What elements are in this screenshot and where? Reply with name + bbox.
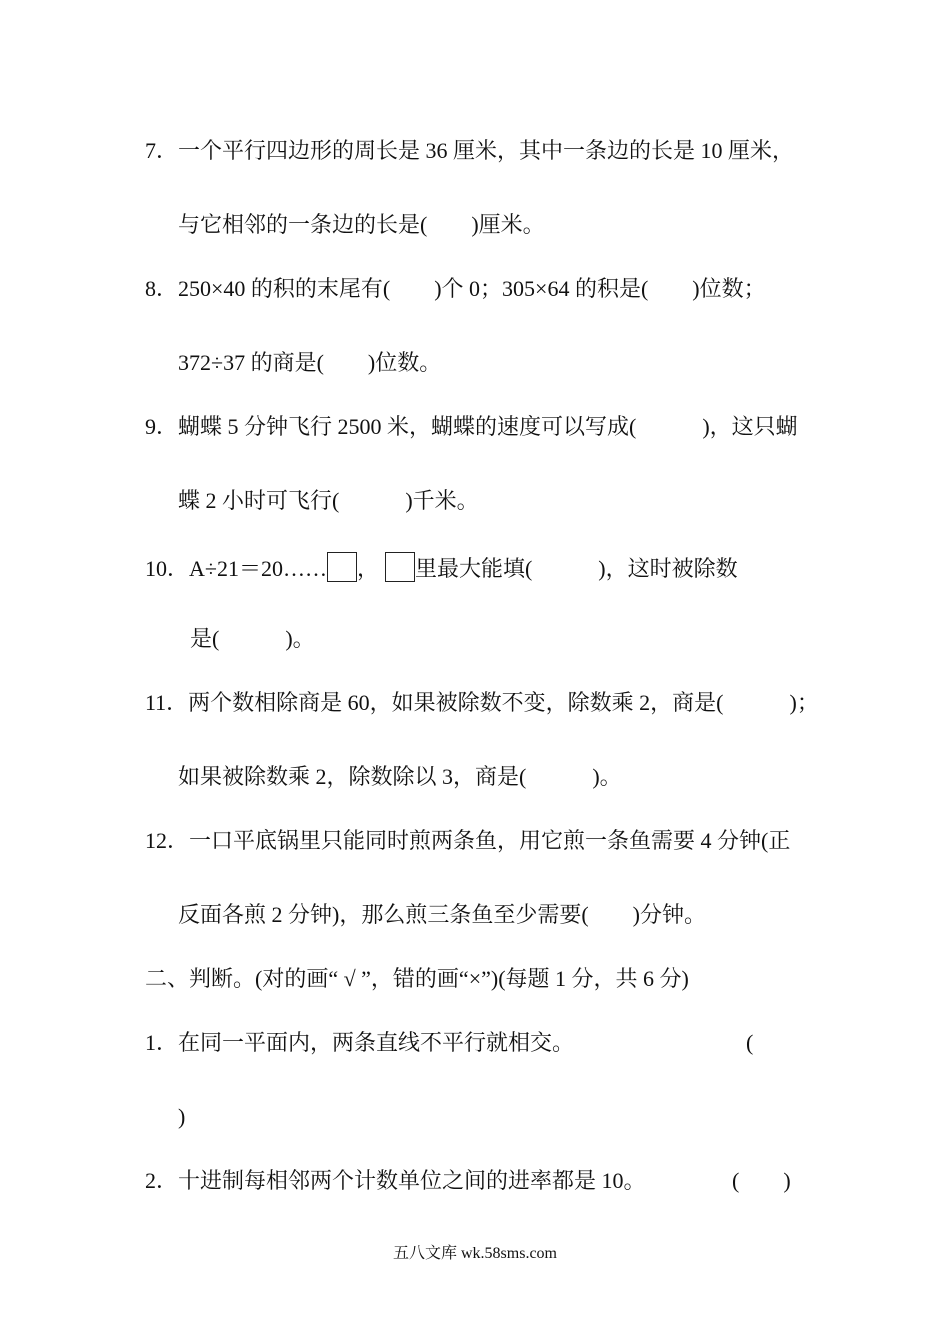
remainder-box-ref [385, 552, 415, 582]
j1-paren-open: ( [746, 1030, 754, 1055]
q11-line1: 11．两个数相除商是 60，如果被除数不变，除数乘 2，商是( )； [145, 690, 819, 715]
q11-line2: 如果被除数乘 2，除数除以 3，商是( )。 [178, 764, 622, 789]
q9-line1: 9．蝴蝶 5 分钟飞行 2500 米，蝴蝶的速度可以写成( )，这只蝴 [145, 414, 798, 439]
j2-paren: ( ) [732, 1168, 791, 1193]
q10-line2: 是( )。 [190, 626, 315, 651]
j2-text: 2．十进制每相邻两个计数单位之间的进率都是 10。 [145, 1168, 646, 1193]
q10-comma: ， [356, 556, 379, 581]
q8-line2: 372÷37 的商是( )位数。 [178, 350, 442, 375]
remainder-box [327, 552, 357, 582]
page-footer: 五八文库 wk.58sms.com [392, 1245, 557, 1262]
q7-line2: 与它相邻的一条边的长是( )厘米。 [178, 212, 545, 237]
section2-heading: 二、判断。(对的画“ √ ”，错的画“×”)(每题 1 分，共 6 分) [145, 966, 689, 991]
q7-line1: 7．一个平行四边形的周长是 36 厘米，其中一条边的长是 10 厘米， [145, 138, 795, 163]
q12-line2: 反面各煎 2 分钟)，那么煎三条鱼至少需要( )分钟。 [178, 902, 706, 927]
q8-line1: 8．250×40 的积的末尾有( )个 0；305×64 的积是( )位数； [145, 276, 766, 301]
j1-paren-close: ) [178, 1104, 186, 1129]
q12-line1: 12．一口平底锅里只能同时煎两条鱼，用它煎一条鱼需要 4 分钟(正 [145, 828, 791, 853]
q10-text: 里最大能填( )，这时被除数 [414, 556, 738, 581]
j1-text: 1．在同一平面内，两条直线不平行就相交。 [145, 1030, 575, 1055]
q10-equation: 10．A÷21＝20…… [145, 556, 327, 581]
q10-line1 [145, 552, 738, 582]
q9-line2: 蝶 2 小时可飞行( )千米。 [178, 488, 479, 513]
